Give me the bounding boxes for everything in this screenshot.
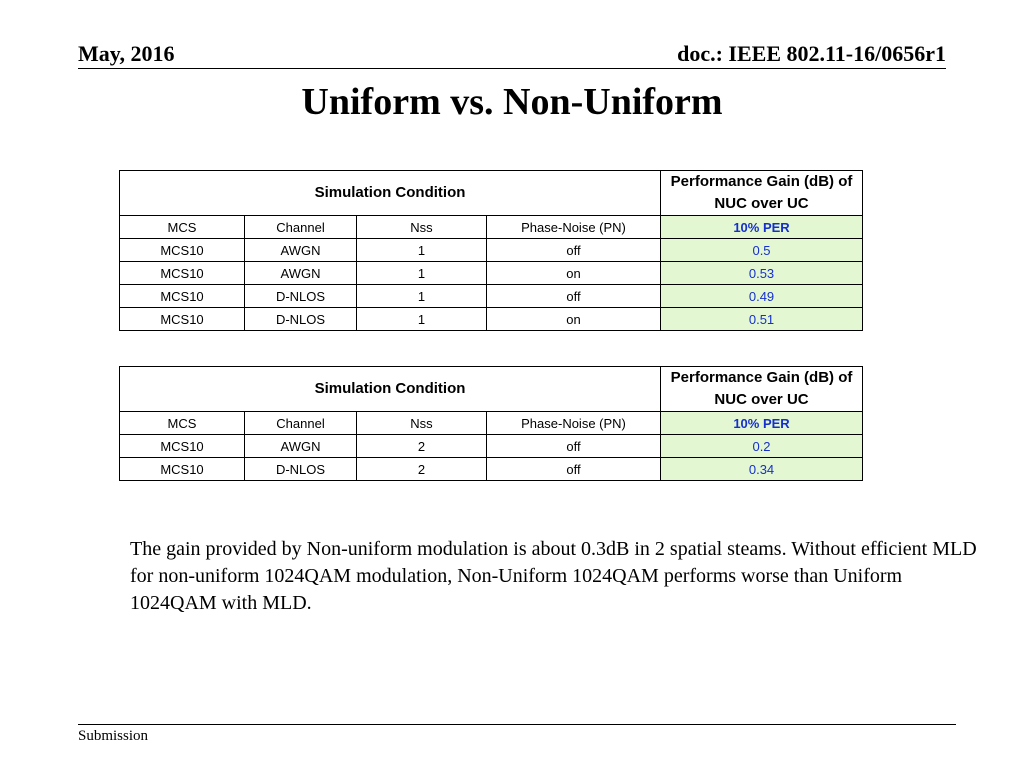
col-nss: Nss xyxy=(357,216,487,239)
col-mcs: MCS xyxy=(120,412,245,435)
cell-channel: AWGN xyxy=(245,435,357,458)
col-per: 10% PER xyxy=(661,412,863,435)
table-row xyxy=(120,285,863,308)
col-nss: Nss xyxy=(357,412,487,435)
cell-nss: 1 xyxy=(357,285,487,308)
cell-phase-noise: off xyxy=(487,458,661,481)
cell-mcs: MCS10 xyxy=(120,285,245,308)
cell-gain: 0.49 xyxy=(661,285,863,308)
cell-mcs: MCS10 xyxy=(120,308,245,331)
header-date: May, 2016 xyxy=(78,41,175,66)
cell-phase-noise: on xyxy=(487,262,661,285)
col-phase-noise: Phase-Noise (PN) xyxy=(487,216,661,239)
cell-nss: 2 xyxy=(357,458,487,481)
table-row xyxy=(120,262,863,285)
header-divider xyxy=(78,68,946,69)
col-channel: Channel xyxy=(245,216,357,239)
cell-nss: 1 xyxy=(357,262,487,285)
slide-title: Uniform vs. Non-Uniform xyxy=(301,81,723,123)
cell-phase-noise: off xyxy=(487,435,661,458)
cell-nss: 1 xyxy=(357,308,487,331)
table-row xyxy=(120,435,863,458)
cell-gain: 0.34 xyxy=(661,458,863,481)
results-table-nss2 xyxy=(119,366,863,481)
col-channel: Channel xyxy=(245,412,357,435)
table-row xyxy=(120,308,863,331)
column-header-row xyxy=(120,412,863,435)
cell-gain: 0.5 xyxy=(661,239,863,262)
cell-mcs: MCS10 xyxy=(120,435,245,458)
cell-mcs: MCS10 xyxy=(120,239,245,262)
table-row xyxy=(120,458,863,481)
cell-mcs: MCS10 xyxy=(120,262,245,285)
gain-header: Performance Gain (dB) of NUC over UC xyxy=(661,171,863,216)
footer-divider xyxy=(78,724,956,725)
cell-channel: D-NLOS xyxy=(245,458,357,481)
cell-gain: 0.51 xyxy=(661,308,863,331)
footer-label: Submission xyxy=(78,728,149,744)
cell-phase-noise: off xyxy=(487,285,661,308)
cell-gain: 0.2 xyxy=(661,435,863,458)
cell-channel: D-NLOS xyxy=(245,285,357,308)
header-doc-id: doc.: IEEE 802.11-16/0656r1 xyxy=(677,41,946,66)
cell-gain: 0.53 xyxy=(661,262,863,285)
cell-phase-noise: on xyxy=(487,308,661,331)
summary-paragraph: The gain provided by Non-uniform modulation is about 0.3dB in 2 spatial steams. Without efficient MLD for non-uniform 1024QAM modulation, Non-Uniform 1024QAM performs worse than Uniform 1024QAM with MLD. xyxy=(130,538,977,614)
cell-phase-noise: off xyxy=(487,239,661,262)
col-phase-noise: Phase-Noise (PN) xyxy=(487,412,661,435)
table-row xyxy=(120,239,863,262)
cell-mcs: MCS10 xyxy=(120,458,245,481)
results-table-nss1 xyxy=(119,170,863,331)
gain-header: Performance Gain (dB) of NUC over UC xyxy=(661,367,863,412)
cell-channel: AWGN xyxy=(245,239,357,262)
condition-header: Simulation Condition xyxy=(120,171,661,216)
col-per: 10% PER xyxy=(661,216,863,239)
cell-nss: 2 xyxy=(357,435,487,458)
column-header-row xyxy=(120,216,863,239)
cell-channel: AWGN xyxy=(245,262,357,285)
cell-channel: D-NLOS xyxy=(245,308,357,331)
cell-nss: 1 xyxy=(357,239,487,262)
condition-header: Simulation Condition xyxy=(120,367,661,412)
col-mcs: MCS xyxy=(120,216,245,239)
